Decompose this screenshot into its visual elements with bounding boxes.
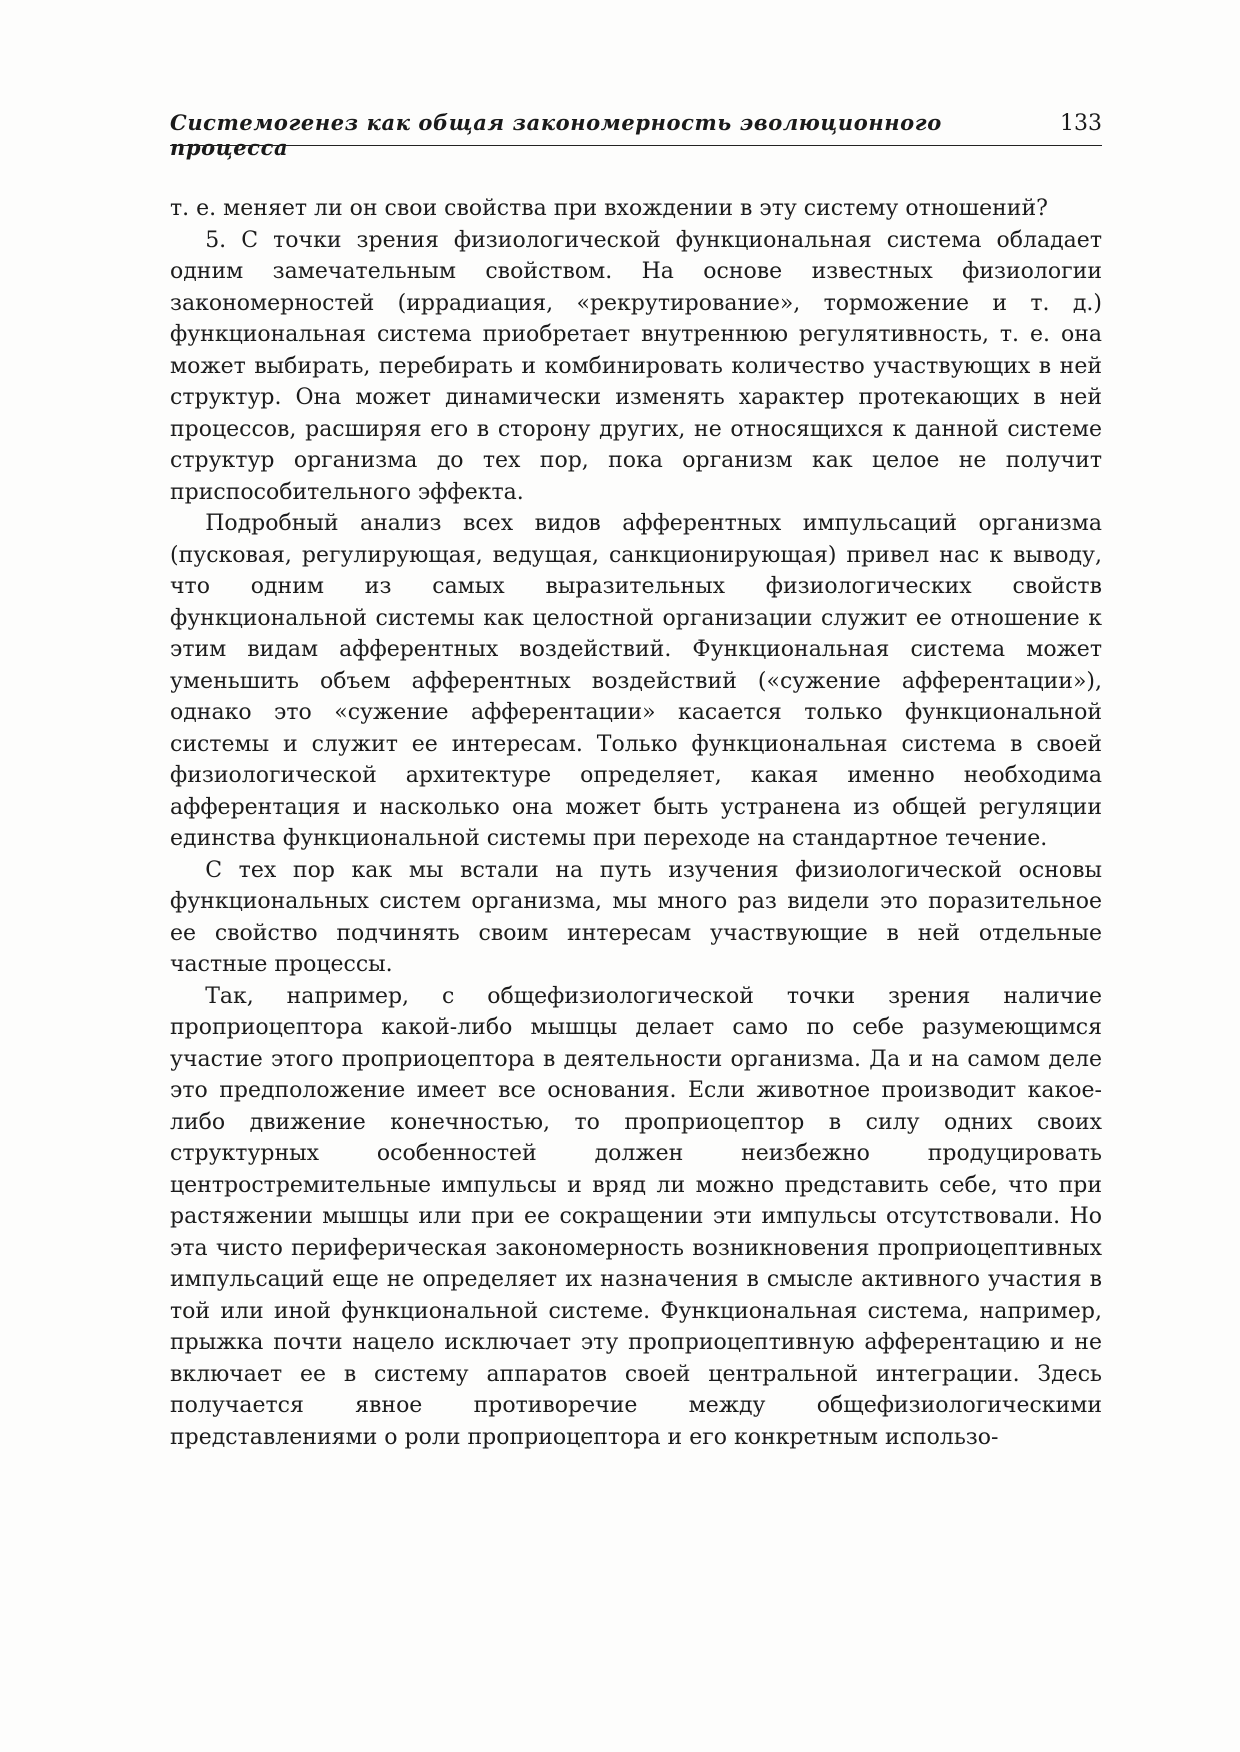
header-rule: [170, 145, 1102, 146]
page-number: 133: [1060, 111, 1102, 136]
paragraph-proprioceptor-example: Так, например, с общефизиологической точки зрения наличие проприоцептора какой-либо мышцы делает само по себе разумеющимся участие этого проприоцептора в деятельности организма. Да и на самом деле это предположение имеет все основания. Если животное производит какое-либо движение конечностью, то проприоцептор в силу одних своих структурных особенностей должен неизбежно продуцировать центростремительные импульсы и вряд ли можно представить себе, что при растяжении мышцы или при ее сокращении эти импульсы отсутствовали. Но эта чисто периферическая закономерность возникновения проприоцептивных импульсаций еще не определяет их назначения в смысле активного участия в той или иной функциональной системе. Функциональная система, например, прыжка почти нацело исключает эту проприоцептивную афферентацию и не включает ее в систему аппаратов своей центральной интеграции. Здесь получается явное противоречие между общефизиологическими представлениями о роли проприоцептора и его конкретным использо-: [170, 983, 1102, 1450]
paragraph-subordination: С тех пор как мы встали на путь изучения физиологической основы функциональных систем организма, мы много раз видели это поразительное ее свойство подчинять своим интересам участвующие в ней отдельные частные процессы.: [170, 857, 1102, 977]
running-title: Системогенез как общая закономерность эволюционного процесса: [170, 110, 942, 160]
paragraph-afferent-analysis: Подробный анализ всех видов афферентных импульсаций организма (пусковая, регулирующая, ведущая, санкционирующая) привел нас к выводу, что одним из самых выразительных физиологических свойств функциональной системы как целостной организации служит ее отношение к этим видам афферентных воздействий. Функциональная система может уменьшить объем афферентных воздействий («сужение афферентации»), однако это «сужение афферентации» касается только функциональной системы и служит ее интересам. Только функциональная система в своей физиологической архитектуре определяет, какая именно необходима афферентация и насколько она может быть устранена из общей регуляции единства функциональной системы при переходе на стандартное течение.: [170, 511, 1102, 851]
paragraph-point-5: 5. С точки зрения физиологической функциональная система обладает одним замечательным свойством. На основе известных физиологии закономерностей (иррадиация, «рекрутирование», торможение и т. д.) функциональная система приобретает внутреннюю регулятивность, т. е. она может выбирать, перебирать и комбинировать количество участвующих в ней структур. Она может динамически изменять характер протекающих в ней процессов, расширяя его в сторону других, не относящихся к данной системе структур организма до тех пор, пока организм как целое не получит приспособительного эффекта.: [170, 227, 1102, 505]
paragraph-continuation: т. е. меняет ли он свои свойства при вхождении в эту систему отношений?: [170, 196, 1048, 221]
running-head: [170, 110, 1102, 160]
body-text: [170, 193, 1102, 1453]
